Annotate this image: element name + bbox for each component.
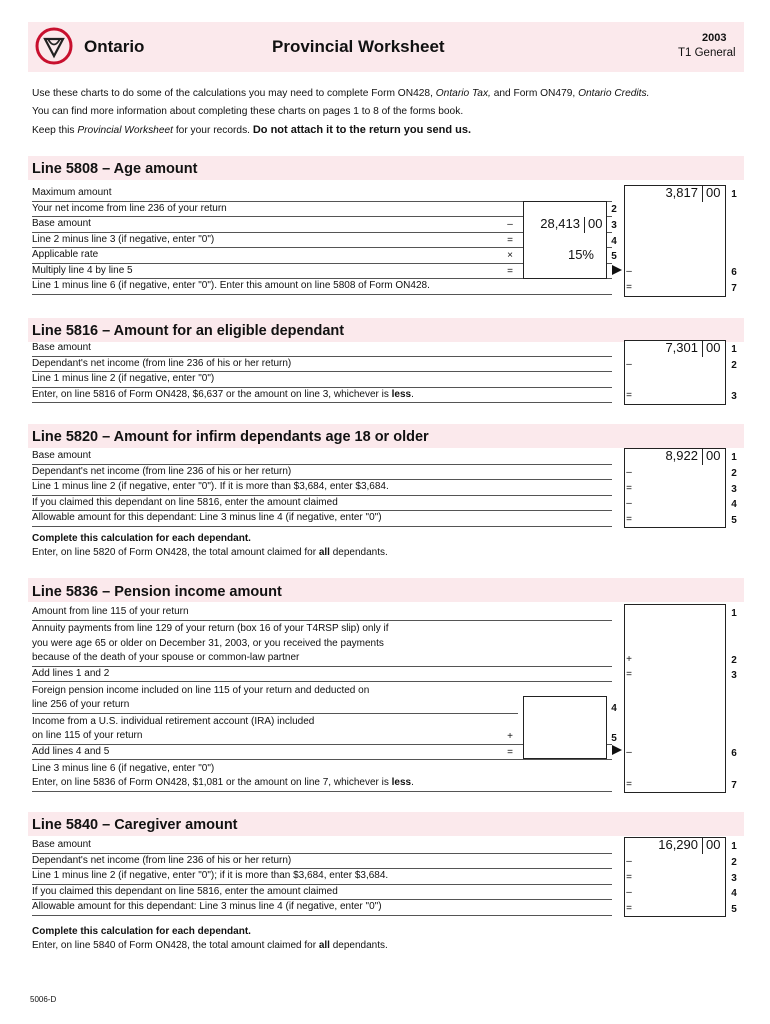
s5836-row-7b: Enter, on line 5836 of Form ON428, $1,081 or the amount on line 7, whichever is less.	[32, 776, 612, 792]
s5836-row-5b: on line 115 of your return	[32, 729, 612, 745]
s5808-max-cents: 00	[706, 185, 721, 200]
s5840-row-1: Base amount	[32, 838, 612, 854]
s5820-row-3: Line 1 minus line 2 (if negative, enter "0"). If it is more than $3,684, enter $3,684.	[32, 480, 612, 496]
s5836-minus-6: –	[626, 747, 632, 758]
s5840-row-3: Line 1 minus line 2 (if negative, enter "0"); if it is more than $3,684, enter $3,684.	[32, 869, 612, 885]
s5816-line-3: 3	[731, 391, 737, 402]
s5840-equals-5: =	[626, 903, 632, 914]
s5808-line-6: 6	[731, 267, 737, 278]
s5836-equals-6: =	[507, 747, 513, 758]
s5820-row-4: If you claimed this dependant on line 5816, enter the amount claimed	[32, 496, 612, 512]
s5820-equals-3: =	[626, 483, 632, 494]
s5816-base-cents: 00	[706, 340, 721, 355]
s5808-times-5: ×	[507, 250, 513, 261]
s5808-right-column-box	[624, 185, 726, 297]
s5836-line-3: 3	[731, 670, 737, 681]
s5840-line-1: 1	[731, 841, 737, 852]
intro-paragraph-3: Keep this Provincial Worksheet for your records. Do not attach it to the return you send us.	[32, 124, 472, 136]
s5836-row-4b: line 256 of your return	[32, 698, 518, 714]
s5808-row-7: Line 1 minus line 6 (if negative, enter "0"). Enter this amount on line 5808 of Form ON428.	[32, 279, 612, 295]
s5840-line-4: 4	[731, 888, 737, 899]
s5840-row-5: Allowable amount for this dependant: Line 3 minus line 4 (if negative, enter "0")	[32, 900, 612, 916]
s5836-row-5a: Income from a U.S. individual retirement account (IRA) included	[32, 716, 315, 727]
section-5836-title: Line 5836 – Pension income amount	[32, 584, 282, 600]
tax-year: 2003	[702, 32, 727, 44]
s5816-equals-3: =	[626, 390, 632, 401]
s5816-minus-2: –	[626, 359, 632, 370]
s5808-line-1: 1	[731, 189, 737, 200]
s5840-line-5: 5	[731, 904, 737, 915]
form-name: T1 General	[678, 47, 736, 59]
section-5820-title: Line 5820 – Amount for infirm dependants age 18 or older	[32, 429, 429, 445]
s5808-minus-3: –	[507, 219, 513, 230]
s5808-equals-7: =	[626, 282, 632, 293]
s5808-row-6: Multiply line 4 by line 5	[32, 264, 612, 280]
s5836-line-5: 5	[611, 733, 617, 744]
s5816-row-1: Base amount	[32, 341, 612, 357]
s5808-base-cents: 00	[588, 216, 603, 231]
s5808-equals-4: =	[507, 235, 513, 246]
s5836-plus-5: +	[507, 731, 513, 742]
s5836-equals-7: =	[626, 779, 632, 790]
s5808-equals-6: =	[507, 266, 513, 277]
s5816-row-3: Line 1 minus line 2 (if negative, enter "0")	[32, 372, 612, 388]
s5820-note-1: Complete this calculation for each dependant.	[32, 533, 251, 544]
s5808-minus-6: –	[626, 266, 632, 277]
s5808-cents-divider	[584, 217, 585, 233]
form-code: 5006-D	[30, 995, 57, 1004]
s5820-equals-5: =	[626, 514, 632, 525]
s5836-row-6: Add lines 4 and 5	[32, 745, 612, 761]
s5808-line-4: 4	[611, 236, 617, 247]
s5836-row-1: Amount from line 115 of your return	[32, 605, 612, 621]
s5836-plus-2: +	[626, 654, 632, 665]
s5836-row-2c: because of the death of your spouse or common-law partner	[32, 651, 612, 667]
s5808-line-5: 5	[611, 251, 617, 262]
intro-paragraph-1: Use these charts to do some of the calculations you may need to complete Form ON428, Ontario Tax, and Form ON479, Ontario Credits.	[32, 88, 650, 99]
section-5816-title: Line 5816 – Amount for an eligible dependant	[32, 323, 345, 339]
s5816-cents-divider	[702, 341, 703, 357]
s5808-row-3: Base amount	[32, 217, 612, 233]
s5836-line-1: 1	[731, 608, 737, 619]
province-name: Ontario	[84, 37, 145, 56]
s5840-cents-divider	[702, 838, 703, 854]
s5840-line-2: 2	[731, 857, 737, 868]
s5808-row-4: Line 2 minus line 3 (if negative, enter "0")	[32, 233, 612, 249]
s5820-line-4: 4	[731, 499, 737, 510]
s5820-row-1: Base amount	[32, 449, 612, 465]
s5808-line-3: 3	[611, 220, 617, 231]
section-5840-title: Line 5840 – Caregiver amount	[32, 817, 238, 833]
s5840-row-2: Dependant's net income (from line 236 of his or her return)	[32, 854, 612, 870]
s5840-minus-2: –	[626, 856, 632, 867]
s5816-line-1: 1	[731, 344, 737, 355]
s5840-minus-4: –	[626, 887, 632, 898]
s5816-row-2: Dependant's net income (from line 236 of his or her return)	[32, 357, 612, 373]
s5808-max-amount: 3,817	[665, 185, 698, 200]
s5820-minus-4: –	[626, 498, 632, 509]
s5836-row-7a: Line 3 minus line 6 (if negative, enter "0")	[32, 763, 215, 774]
s5816-line-2: 2	[731, 360, 737, 371]
s5836-row-4a: Foreign pension income included on line 115 of your return and deducted on	[32, 685, 370, 696]
s5820-base-cents: 00	[706, 448, 721, 463]
s5840-line-3: 3	[731, 873, 737, 884]
page-title: Provincial Worksheet	[272, 37, 445, 56]
s5840-note-2: Enter, on line 5840 of Form ON428, the total amount claimed for all dependants.	[32, 940, 388, 951]
s5820-minus-2: –	[626, 467, 632, 478]
s5808-left-column-box	[523, 201, 607, 279]
s5840-equals-3: =	[626, 872, 632, 883]
s5820-line-2: 2	[731, 468, 737, 479]
s5820-line-3: 3	[731, 484, 737, 495]
s5808-max-cents-divider	[702, 186, 703, 202]
s5836-line-2: 2	[731, 655, 737, 666]
s5820-row-5: Allowable amount for this dependant: Line 3 minus line 4 (if negative, enter "0")	[32, 511, 612, 527]
s5808-line-2: 2	[611, 204, 617, 215]
s5836-line-7: 7	[731, 780, 737, 791]
s5836-row-2b: you were age 65 or older on December 31, 2003, or you received the payments	[32, 638, 384, 649]
s5820-note-2: Enter, on line 5820 of Form ON428, the total amount claimed for all dependants.	[32, 547, 388, 558]
s5836-row-2a: Annuity payments from line 129 of your return (box 16 of your T4RSP slip) only if	[32, 623, 389, 634]
s5840-row-4: If you claimed this dependant on line 5816, enter the amount claimed	[32, 885, 612, 901]
s5836-equals-3: =	[626, 669, 632, 680]
s5840-note-1: Complete this calculation for each dependant.	[32, 926, 251, 937]
s5808-row-2: Your net income from line 236 of your return	[32, 202, 612, 218]
s5836-line-4: 4	[611, 703, 617, 714]
s5840-base-cents: 00	[706, 837, 721, 852]
s5836-row-3: Add lines 1 and 2	[32, 667, 612, 683]
s5816-row-4: Enter, on line 5816 of Form ON428, $6,637 or the amount on line 3, whichever is less.	[32, 388, 612, 404]
s5808-row-1: Maximum amount	[32, 186, 612, 202]
right-arrow-icon	[612, 265, 622, 275]
s5840-base-amount: 16,290	[658, 837, 698, 852]
s5808-row-5: Applicable rate	[32, 248, 612, 264]
s5816-base-amount: 7,301	[665, 340, 698, 355]
s5836-line-6: 6	[731, 748, 737, 759]
s5820-cents-divider	[702, 449, 703, 465]
s5836-right-column-box	[624, 604, 726, 793]
intro-paragraph-2: You can find more information about completing these charts on pages 1 to 8 of the forms book.	[32, 106, 464, 117]
s5820-line-1: 1	[731, 452, 737, 463]
s5836-left-column-box	[523, 696, 607, 759]
section-5808-title: Line 5808 – Age amount	[32, 161, 198, 177]
s5820-line-5: 5	[731, 515, 737, 526]
right-arrow-icon	[612, 745, 622, 755]
s5808-base-amount: 28,413	[540, 216, 580, 231]
s5820-row-2: Dependant's net income (from line 236 of his or her return)	[32, 465, 612, 481]
s5808-line-7: 7	[731, 283, 737, 294]
ontario-logo-icon	[34, 26, 74, 66]
s5808-rate: 15%	[567, 247, 594, 262]
s5820-base-amount: 8,922	[665, 448, 698, 463]
